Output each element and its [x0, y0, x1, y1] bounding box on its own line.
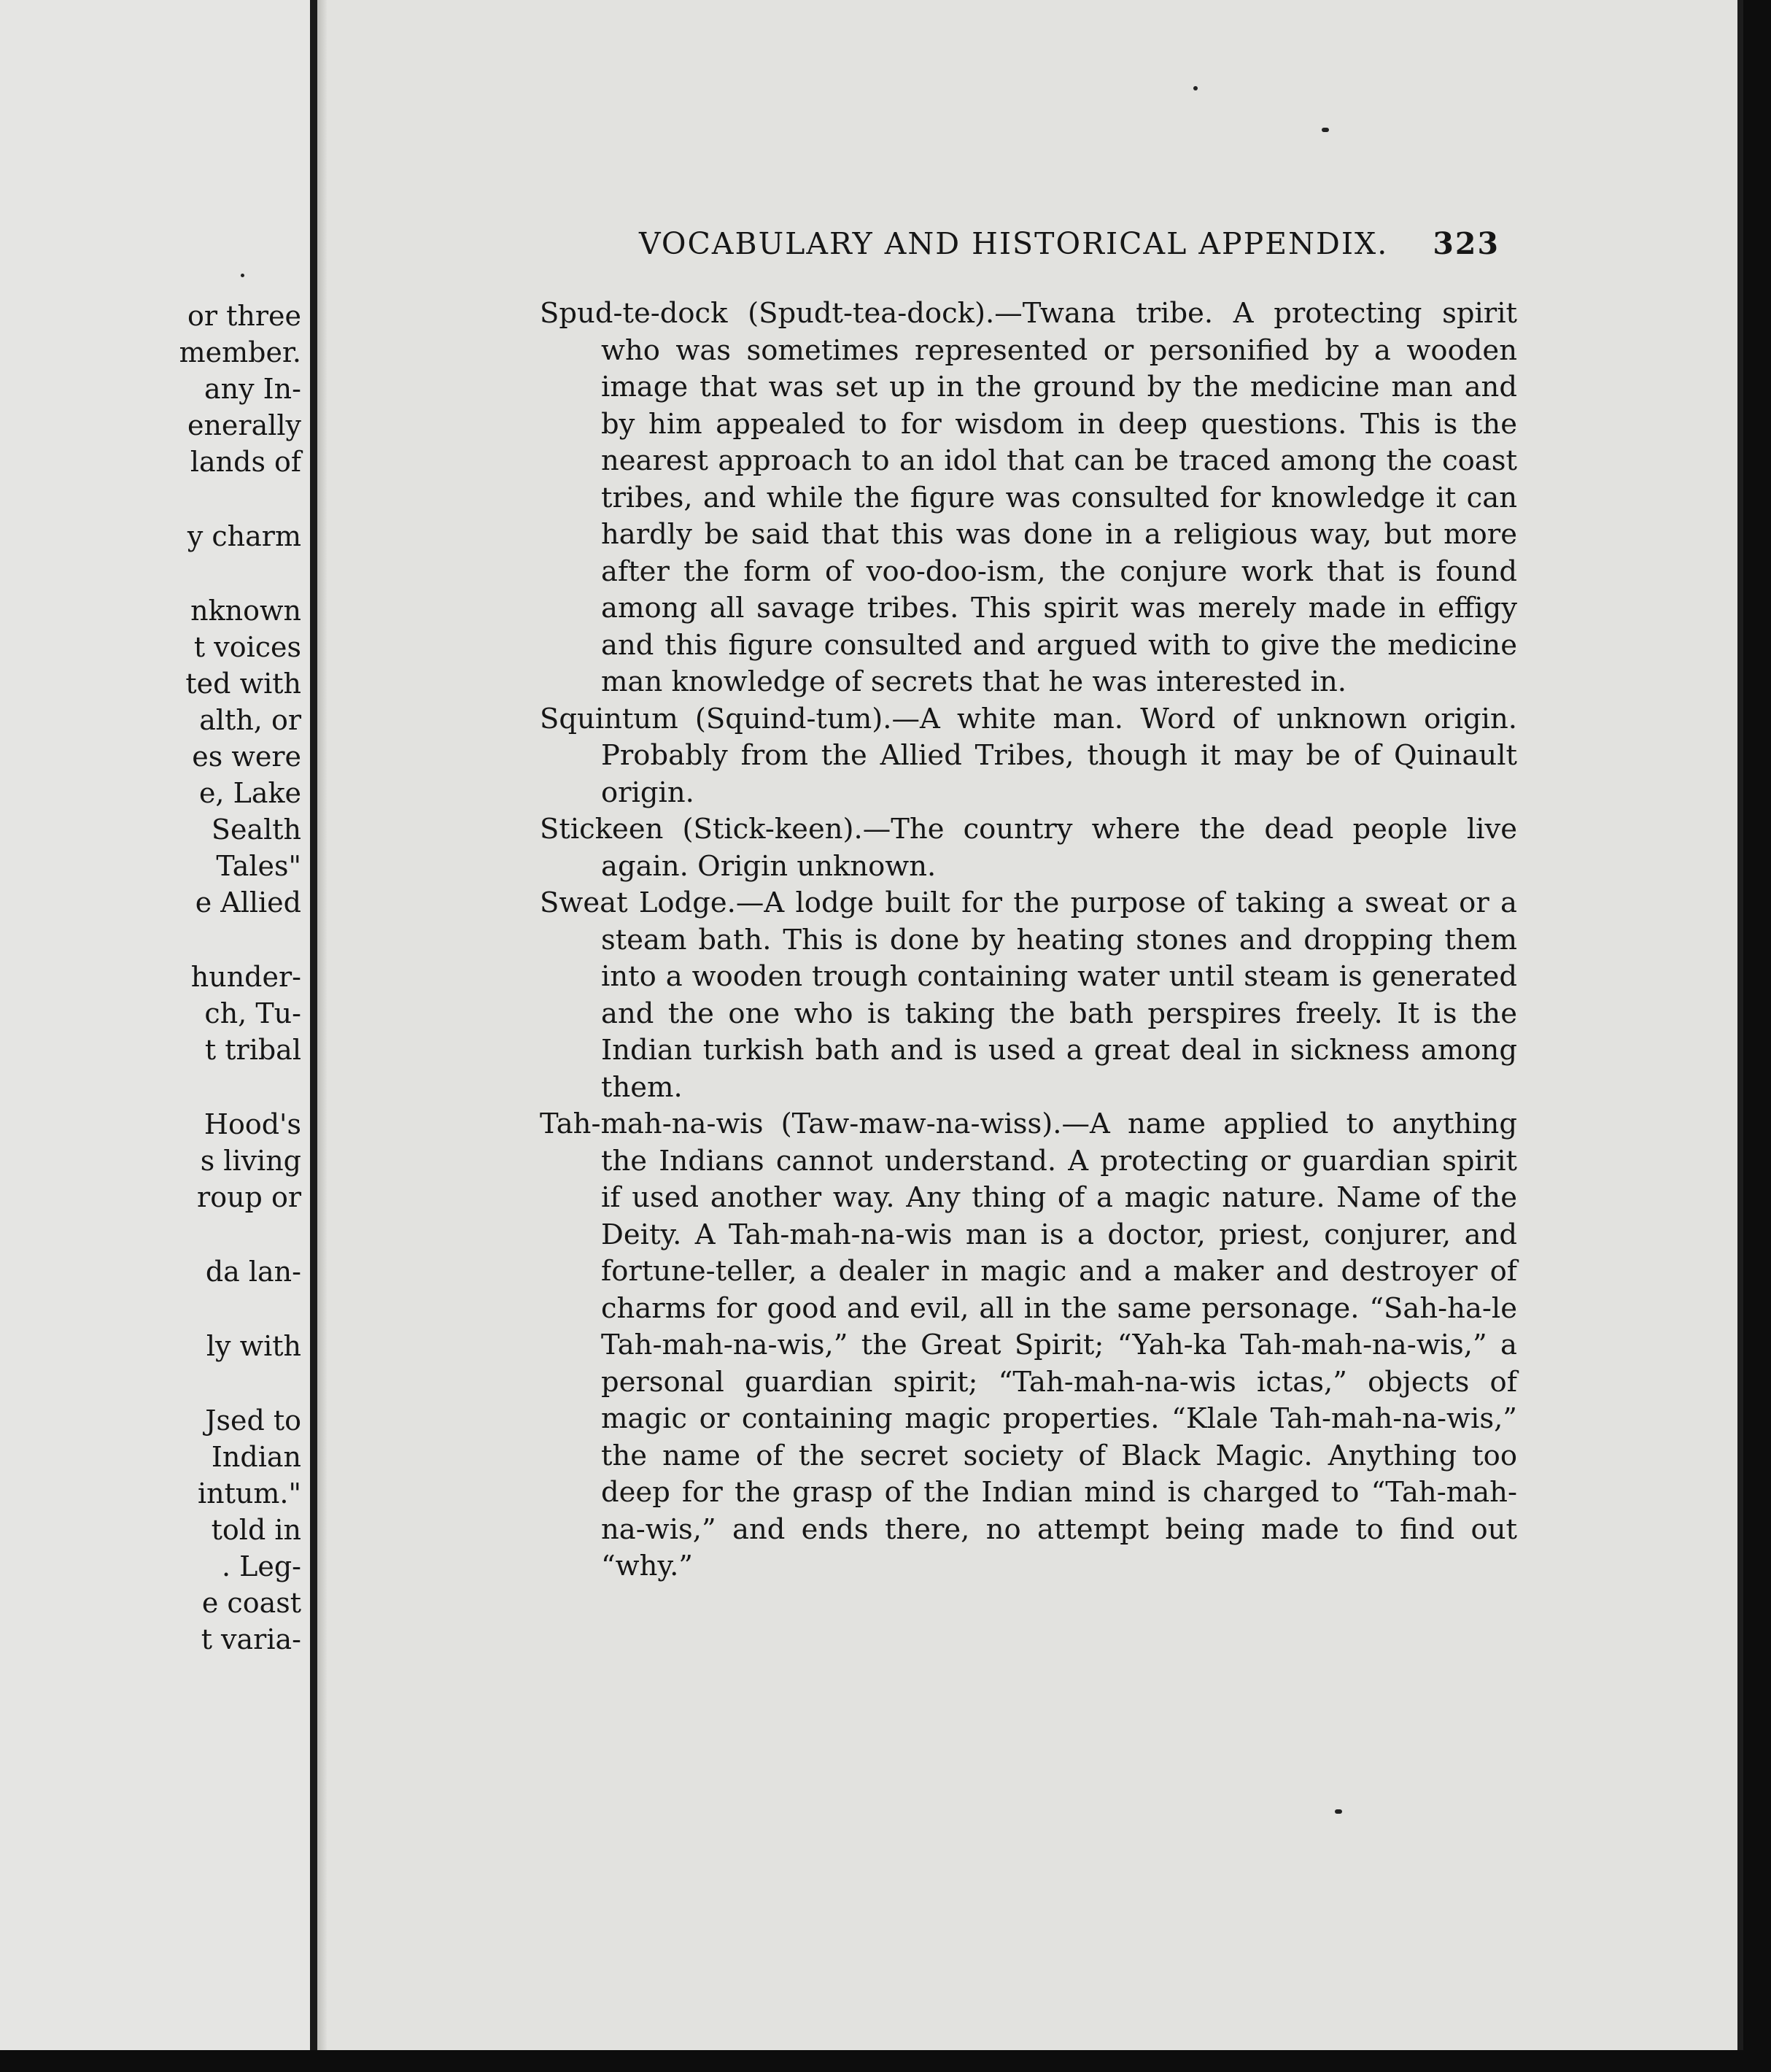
left-page-line: Tales" [216, 850, 301, 882]
left-page-line: . Leg- [221, 1550, 301, 1582]
page-number: 323 [1433, 226, 1500, 261]
left-page-line: es were [192, 741, 301, 773]
left-page-line: e coast [201, 1587, 301, 1619]
left-page-line: hunder- [190, 961, 301, 993]
entry-spud-te-dock: Spud-te-dock (Spudt-tea-dock).—Twana tribe. A protecting spirit who was sometimes represented or personified by a wooden image that was set up in the ground by the medicine man and by him appealed to for wisdom in deep questions. This is the nearest approach to an idol that can be traced among the coast tribes, and while the figure was consulted for knowledge it can hardly be said that this was done in a religious way, but more after the form of voo-doo-ism, the conjure work that is found among all savage tribes. This spirit was merely made in effigy and this figure consulted and argued with to give the medicine man knowledge of secrets that he was interested in. [540, 297, 1517, 698]
left-page-line: e, Lake [198, 777, 301, 809]
left-page-line: ch, Tu- [204, 997, 301, 1029]
left-page-line: intum." [198, 1477, 301, 1509]
left-page-line: y charm [187, 520, 301, 552]
left-page-line: lands of [190, 446, 301, 478]
left-page-line: member. [179, 336, 301, 368]
left-page-line: Sealth [211, 813, 301, 846]
left-page-line: ly with [206, 1330, 301, 1362]
gutter-shadow [317, 0, 328, 2050]
left-page-line: any In- [204, 373, 301, 405]
left-page-line: Hood's [204, 1108, 301, 1140]
left-page-fragment [0, 0, 310, 2050]
running-title: VOCABULARY AND HISTORICAL APPENDIX. [639, 226, 1389, 261]
left-page-line: e Allied [195, 886, 301, 919]
entry-squintum: Squintum (Squind-tum).—A white man. Word of unknown origin. Probably from the Allied Tribes, though it may be of Quinault origin. [540, 702, 1517, 809]
left-page-line: t tribal [204, 1034, 301, 1066]
left-page-line: Jsed to [205, 1404, 301, 1437]
left-page-line: t voices [193, 631, 301, 663]
left-page-line: da lan- [205, 1256, 301, 1288]
page-edge [1737, 0, 1743, 2050]
page-header [639, 226, 1500, 261]
left-page-line: roup or [197, 1181, 301, 1213]
vocabulary-entries [540, 295, 1517, 1585]
entry-tah-mah-na-wis: Tah-mah-na-wis (Taw-maw-na-wiss).—A name applied to anything the Indians cannot understand. A protecting or guardian spirit if used another way. Any thing of a magic nature. Name of the Deity. A Tah-mah-na-wis man is a doctor, priest, conjurer, and fortune-teller, a dealer in magic and a maker and destroyer of charms for good and evil, all in the same personage. “Sah-ha-le Tah-mah-na-wis,” the Great Spirit; “Yah-ka Tah-mah-na-wis,” a personal guardian spirit; “Tah-mah-na-wis ictas,” objects of magic or containing magic properties. “Klale Tah-mah-na-wis,” the name of the secret society of Black Magic. Anything too deep for the grasp of the Indian mind is charged to “Tah-mah-na-wis,” and ends there, no attempt being made to find out “why.” [540, 1107, 1517, 1582]
left-page-line: enerally [187, 409, 301, 441]
ink-speck [1193, 86, 1198, 90]
left-page-line: told in [211, 1514, 301, 1546]
ink-speck [1322, 128, 1329, 132]
left-page-line: s living [200, 1145, 301, 1177]
entry-stickeen: Stickeen (Stick-keen).—The country where the dead people live again. Origin unknown. [540, 813, 1517, 883]
entry-sweat-lodge: Sweat Lodge.—A lodge built for the purpose of taking a sweat or a steam bath. This is done by heating stones and dropping them into a wooden trough containing water until steam is generated and the one who is taking the bath perspires freely. It is the Indian turkish bath and is used a great deal in sickness among them. [540, 886, 1517, 1104]
left-page-line: Indian [211, 1441, 301, 1473]
ink-speck [1335, 1809, 1342, 1814]
left-page-line: nknown [190, 595, 301, 627]
book-gutter [310, 0, 317, 2050]
left-page-line: alth, or [199, 704, 301, 736]
left-page-line: t varia- [201, 1623, 301, 1655]
left-page-line: ted with [185, 668, 301, 700]
ink-speck [241, 274, 244, 277]
left-page-line: or three [187, 300, 301, 332]
